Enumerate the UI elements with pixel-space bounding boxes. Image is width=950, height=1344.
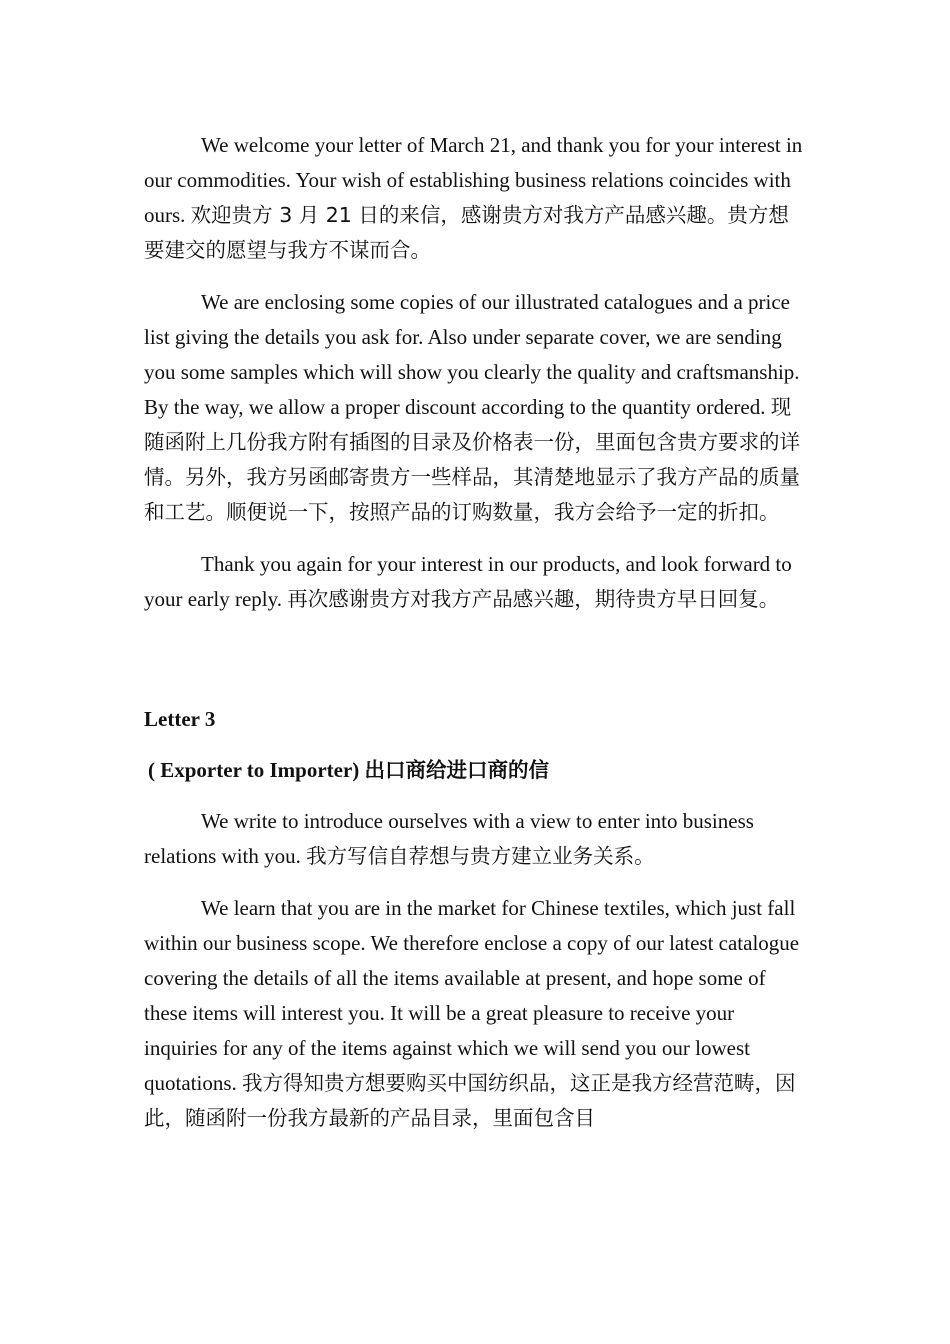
- document-page: [144, 128, 808, 1136]
- paragraph-chinese-text: 欢迎贵方 3 月 21 日的来信，感谢贵方对我方产品感兴趣。贵方想要建交的愿望与我方不谋而合。: [144, 203, 789, 262]
- section-spacer: [144, 634, 808, 702]
- paragraph-english-text: Thank you again for your interest in our products, and look forward to your early reply.: [144, 552, 792, 611]
- letter2-paragraph-2: [144, 285, 808, 530]
- letter3-subtitle: [144, 753, 808, 788]
- paragraph-english-text: We are enclosing some copies of our illustrated catalogues and a price list giving the details you ask for. Also under separate cover, we are sending you some samples which will show you clearly the quality and craftsmanship. By the way, we allow a proper discount according to the quantity ordered.: [144, 290, 800, 419]
- letter3-paragraph-1: [144, 804, 808, 874]
- paragraph-english-text: We welcome your letter of March 21, and thank you for your interest in our commodities. Your wish of establishing business relations coincides with ours.: [144, 133, 803, 227]
- paragraph-chinese-text: 再次感谢贵方对我方产品感兴趣，期待贵方早日回复。: [287, 587, 780, 611]
- letter3-title: Letter 3: [144, 707, 216, 731]
- letter2-paragraph-1: [144, 128, 808, 268]
- letter3-paragraph-2: [144, 891, 808, 1136]
- paragraph-chinese-text: 现随函附上几份我方附有插图的目录及价格表一份，里面包含贵方要求的详情。另外，我方另函邮寄贵方一些样品，其清楚地显示了我方产品的质量和工艺。顺便说一下，按照产品的订购数量，我方会给予一定的折扣。: [144, 395, 800, 524]
- subtitle-chinese-text: 出口商给进口商的信: [364, 758, 550, 782]
- paragraph-english-text: We write to introduce ourselves with a view to enter into business relations with you.: [144, 809, 754, 868]
- letter2-paragraph-3: [144, 547, 808, 617]
- subtitle-english-text: ( Exporter to Importer): [148, 758, 360, 782]
- paragraph-english-text: We learn that you are in the market for Chinese textiles, which just fall within our business scope. We therefore enclose a copy of our latest catalogue covering the details of all the items available at present, and hope some of these items will interest you. It will be a great pleasure to receive your inquiries for any of the items against which we will send you our lowest quotations.: [144, 896, 800, 1095]
- paragraph-chinese-text: 我方得知贵方想要购买中国纺织品，这正是我方经营范畴，因此，随函附一份我方最新的产品目录，里面包含目: [144, 1071, 796, 1130]
- paragraph-chinese-text: 我方写信自荐想与贵方建立业务关系。: [306, 844, 655, 868]
